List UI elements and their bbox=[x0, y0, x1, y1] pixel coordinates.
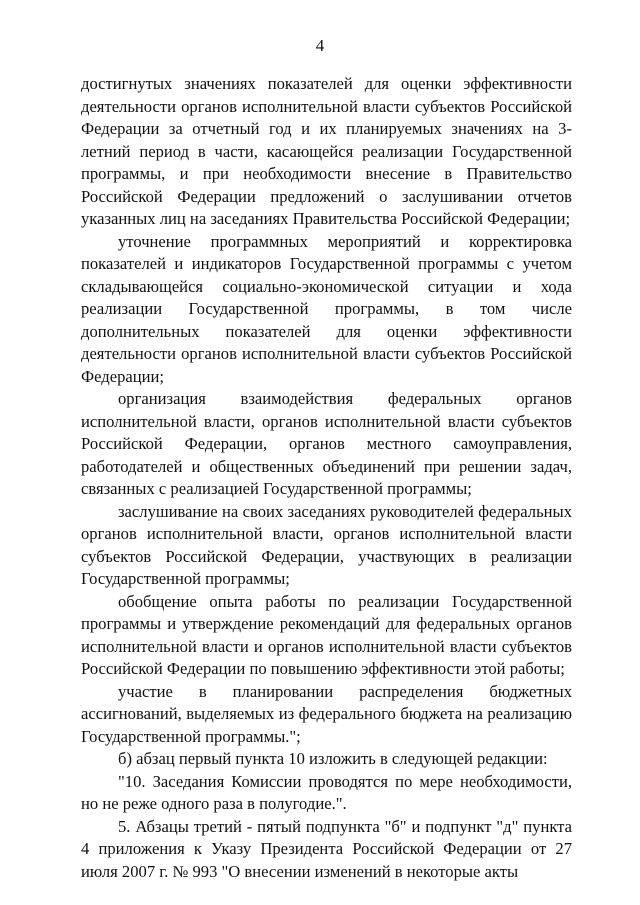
paragraph-budget-planning: участие в планировании распределения бюджетных ассигнований, выделяемых из федерального бюджета на реализацию Государственной программы."; bbox=[81, 681, 572, 746]
paragraph-item-10: "10. Заседания Комиссии проводятся по мере необходимости, но не реже одного раза в полугодие.". bbox=[81, 771, 572, 813]
paragraph-refine-indicators: уточнение программных мероприятий и корректировка показателей и индикаторов Государственной программы с учетом складывающейся социально-экономической ситуации и хода реализации Государственной программы, в том числе дополнительных показателей для оценки эффективности деятельности органов исполнительной власти субъектов Российской Федерации; bbox=[81, 231, 572, 386]
paragraph-continuation: достигнутых значениях показателей для оценки эффективности деятельности органов исполнительной власти субъектов Российской Федерации за отчетный год и их планируемых значениях на 3-летний период в части, касающейся реализации Государственной программы, и при необходимости внесение в Правительство Российской Федерации предложений о заслушивании отчетов указанных лиц на заседаниях Правительства Российской Федерации; bbox=[81, 74, 572, 228]
document-body bbox=[81, 73, 572, 883]
paragraph-item-b: б) абзац первый пункта 10 изложить в следующей редакции: bbox=[118, 749, 548, 768]
paragraph-item-5: 5. Абзацы третий - пятый подпункта "б" и подпункт "д" пункта 4 приложения к Указу Президента Российской Федерации от 27 июля 2007 г. № 993 "О внесении изменений в некоторые акты bbox=[81, 816, 572, 881]
paragraph-organize-interaction: организация взаимодействия федеральных органов исполнительной власти, органов исполнительной власти субъектов Российской Федерации, органов местного самоуправления, работодателей и общественных объединений при решении задач, связанных с реализацией Государственной программы; bbox=[81, 389, 572, 498]
paragraph-hearing-heads: заслушивание на своих заседаниях руководителей федеральных органов исполнительной власти, органов исполнительной власти субъектов Российской Федерации, участвующих в реализации Государственной программы; bbox=[81, 501, 572, 588]
page-number: 4 bbox=[315, 36, 325, 55]
paragraph-generalize-experience: обобщение опыта работы по реализации Государственной программы и утверждение рекомендаций для федеральных органов исполнительной власти и органов исполнительной власти субъектов Российской Федерации по повышению эффективности этой работы; bbox=[81, 591, 572, 678]
